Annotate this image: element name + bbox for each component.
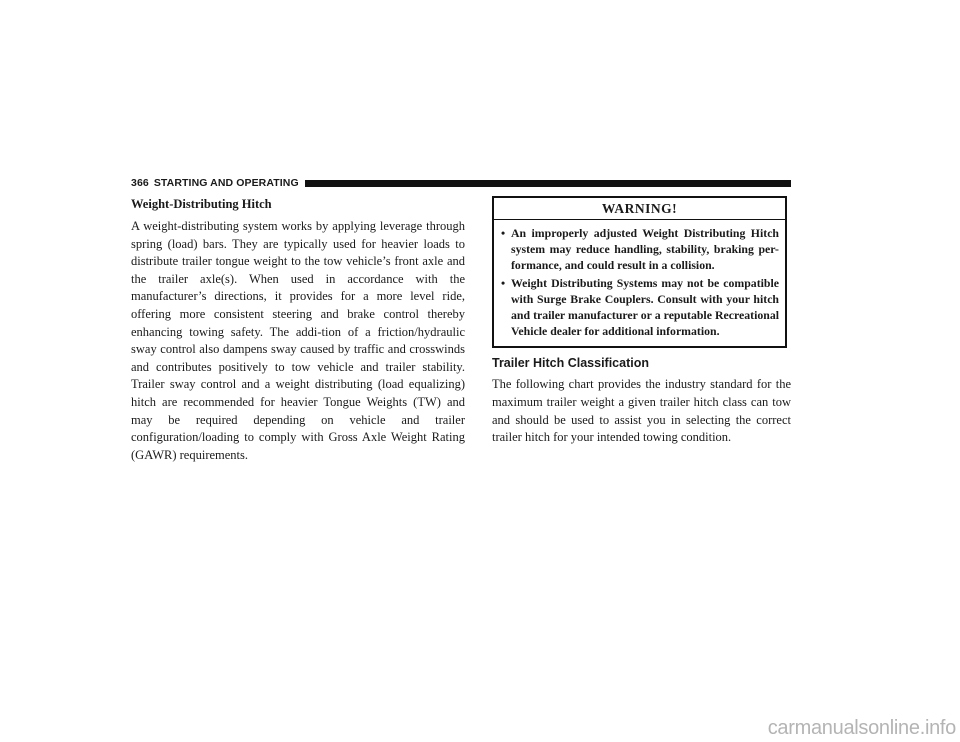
warning-title: WARNING! — [494, 198, 785, 220]
warning-item-text: An improperly adjusted Weight Distributing Hitch system may reduce handling, stability, braking per-formance, and could result in a collision. — [511, 226, 779, 273]
page-number: 366 — [131, 177, 149, 189]
trailer-hitch-classification-paragraph: The following chart provides the industry standard for the maximum trailer weight a given trailer hitch class can tow and should be used to assist you in selecting the correct trailer hitch for your intended towing condition. — [492, 377, 791, 445]
warning-list — [494, 225, 785, 339]
warning-item — [501, 225, 779, 274]
warning-item-text: Weight Distributing Systems may not be compatible with Surge Brake Couplers. Consult with your hitch and trailer manufacturer or a reputable Recreational Vehicle dealer for additional information. — [511, 275, 779, 339]
right-column — [492, 196, 791, 447]
warning-box — [492, 196, 787, 348]
section-title: STARTING AND OPERATING — [153, 177, 299, 189]
left-column — [131, 196, 465, 464]
watermark: carmanualsonline.info — [767, 717, 956, 739]
page-header — [131, 177, 791, 189]
weight-distributing-heading: Weight-Distributing Hitch — [131, 197, 272, 211]
weight-distributing-paragraph: A weight-distributing system works by applying leverage through spring (load) bars. They are typically used for heavier loads to distribute trailer tongue weight to the tow vehicle’s front axle and the trailer axle(s). When used in accordance with the manufacturer’s directions, it provides for a more level ride, offering more consistent steering and brake control thereby enhancing towing safety. The addi-tion of a friction/hydraulic sway control also dampens sway caused by traffic and crosswinds and contributes positively to tow vehicle and trailer stability. Trailer sway control and a weight distributing (load equalizing) hitch are recommended for heavier Tongue Weights (TW) and may be required depending on vehicle and trailer configuration/loading to comply with Gross Axle Weight Rating (GAWR) requirements. — [131, 219, 465, 462]
trailer-hitch-classification-heading: Trailer Hitch Classification — [492, 356, 649, 371]
bullet-icon: • — [501, 226, 506, 240]
bullet-icon: • — [501, 275, 506, 290]
header-rule — [305, 180, 791, 187]
warning-item — [501, 275, 779, 340]
